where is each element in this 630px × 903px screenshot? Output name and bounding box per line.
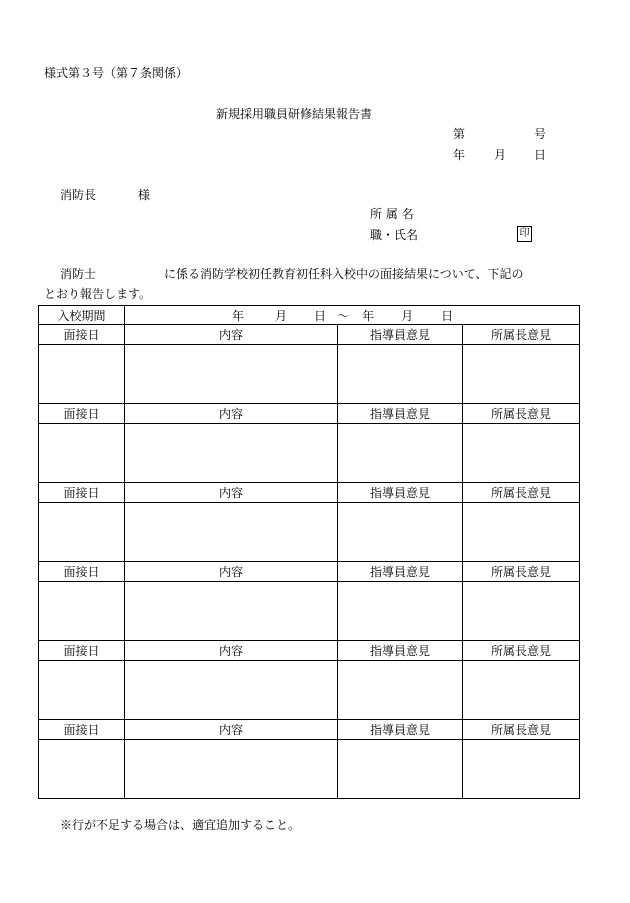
content-cell[interactable]	[125, 345, 338, 404]
content-header: 内容	[125, 325, 338, 345]
date-day-label: 日	[534, 148, 547, 162]
supervisor-opinion-header: 所属長意見	[463, 562, 580, 582]
interview-date-header: 面接日	[39, 641, 125, 661]
table-header-row	[39, 404, 580, 424]
date-year-label: 年	[453, 148, 466, 162]
content-header: 内容	[125, 483, 338, 503]
period-year-2: 年	[362, 308, 375, 323]
supervisor-opinion-cell[interactable]	[463, 424, 580, 483]
supervisor-opinion-cell[interactable]	[463, 661, 580, 720]
period-label: 入校期間	[39, 306, 125, 325]
period-row	[39, 306, 580, 325]
instructor-opinion-header: 指導員意見	[338, 404, 463, 424]
instructor-opinion-cell[interactable]	[338, 503, 463, 562]
table-row	[39, 503, 580, 562]
table-header-row	[39, 720, 580, 740]
period-month-1: 月	[275, 308, 288, 323]
table-header-row	[39, 641, 580, 661]
instructor-opinion-header: 指導員意見	[338, 483, 463, 503]
supervisor-opinion-cell[interactable]	[463, 582, 580, 641]
period-day-1: 日	[314, 308, 327, 323]
period-tilde: ～	[337, 308, 350, 323]
supervisor-opinion-header: 所属長意見	[463, 641, 580, 661]
instructor-opinion-cell[interactable]	[338, 661, 463, 720]
supervisor-opinion-cell[interactable]	[463, 503, 580, 562]
document-title: 新規採用職員研修結果報告書	[216, 107, 373, 121]
supervisor-opinion-cell[interactable]	[463, 345, 580, 404]
instructor-opinion-cell[interactable]	[338, 345, 463, 404]
period-day-2: 日	[441, 308, 454, 323]
content-header: 内容	[125, 720, 338, 740]
affiliation-label: 所 属 名	[370, 207, 414, 221]
content-cell[interactable]	[125, 740, 338, 799]
supervisor-opinion-header: 所属長意見	[463, 483, 580, 503]
seal-mark: 印	[517, 226, 532, 242]
instructor-opinion-header: 指導員意見	[338, 720, 463, 740]
instructor-opinion-header: 指導員意見	[338, 641, 463, 661]
addressee-title: 消防長	[60, 188, 97, 202]
doc-number-prefix: 第	[453, 127, 466, 141]
body-text-line2: とおり報告します。	[44, 287, 152, 301]
interview-date-cell[interactable]	[39, 503, 125, 562]
interview-date-cell[interactable]	[39, 661, 125, 720]
body-text-line1: に係る消防学校初任教育初任科入校中の面接結果について、下記の	[164, 267, 524, 281]
content-cell[interactable]	[125, 424, 338, 483]
table-row	[39, 661, 580, 720]
table-row	[39, 424, 580, 483]
doc-number-suffix: 号	[534, 127, 547, 141]
instructor-opinion-header: 指導員意見	[338, 562, 463, 582]
content-cell[interactable]	[125, 503, 338, 562]
interview-date-cell[interactable]	[39, 424, 125, 483]
content-header: 内容	[125, 404, 338, 424]
table-row	[39, 740, 580, 799]
table-header-row	[39, 483, 580, 503]
content-cell[interactable]	[125, 582, 338, 641]
table-header-row	[39, 562, 580, 582]
instructor-opinion-cell[interactable]	[338, 740, 463, 799]
interview-report-table	[38, 305, 580, 799]
interview-date-header: 面接日	[39, 562, 125, 582]
content-header: 内容	[125, 641, 338, 661]
date-month-label: 月	[494, 148, 507, 162]
instructor-opinion-header: 指導員意見	[338, 325, 463, 345]
table-row	[39, 345, 580, 404]
name-label: 職・氏名	[370, 228, 419, 242]
content-header: 内容	[125, 562, 338, 582]
table-header-row	[39, 325, 580, 345]
addressee-honorific: 様	[138, 188, 151, 202]
interview-date-cell[interactable]	[39, 345, 125, 404]
supervisor-opinion-cell[interactable]	[463, 740, 580, 799]
supervisor-opinion-header: 所属長意見	[463, 325, 580, 345]
content-cell[interactable]	[125, 661, 338, 720]
supervisor-opinion-header: 所属長意見	[463, 720, 580, 740]
period-month-2: 月	[401, 308, 414, 323]
form-number: 様式第３号（第７条関係）	[44, 66, 189, 80]
body-rank: 消防士	[60, 267, 97, 281]
supervisor-opinion-header: 所属長意見	[463, 404, 580, 424]
interview-date-header: 面接日	[39, 325, 125, 345]
interview-date-cell[interactable]	[39, 582, 125, 641]
interview-date-header: 面接日	[39, 404, 125, 424]
interview-date-header: 面接日	[39, 720, 125, 740]
interview-date-cell[interactable]	[39, 740, 125, 799]
interview-date-header: 面接日	[39, 483, 125, 503]
footnote: ※行が不足する場合は、適宜追加すること。	[60, 818, 301, 832]
table-row	[39, 582, 580, 641]
period-year-1: 年	[232, 308, 245, 323]
instructor-opinion-cell[interactable]	[338, 582, 463, 641]
instructor-opinion-cell[interactable]	[338, 424, 463, 483]
period-value[interactable]	[125, 306, 580, 325]
